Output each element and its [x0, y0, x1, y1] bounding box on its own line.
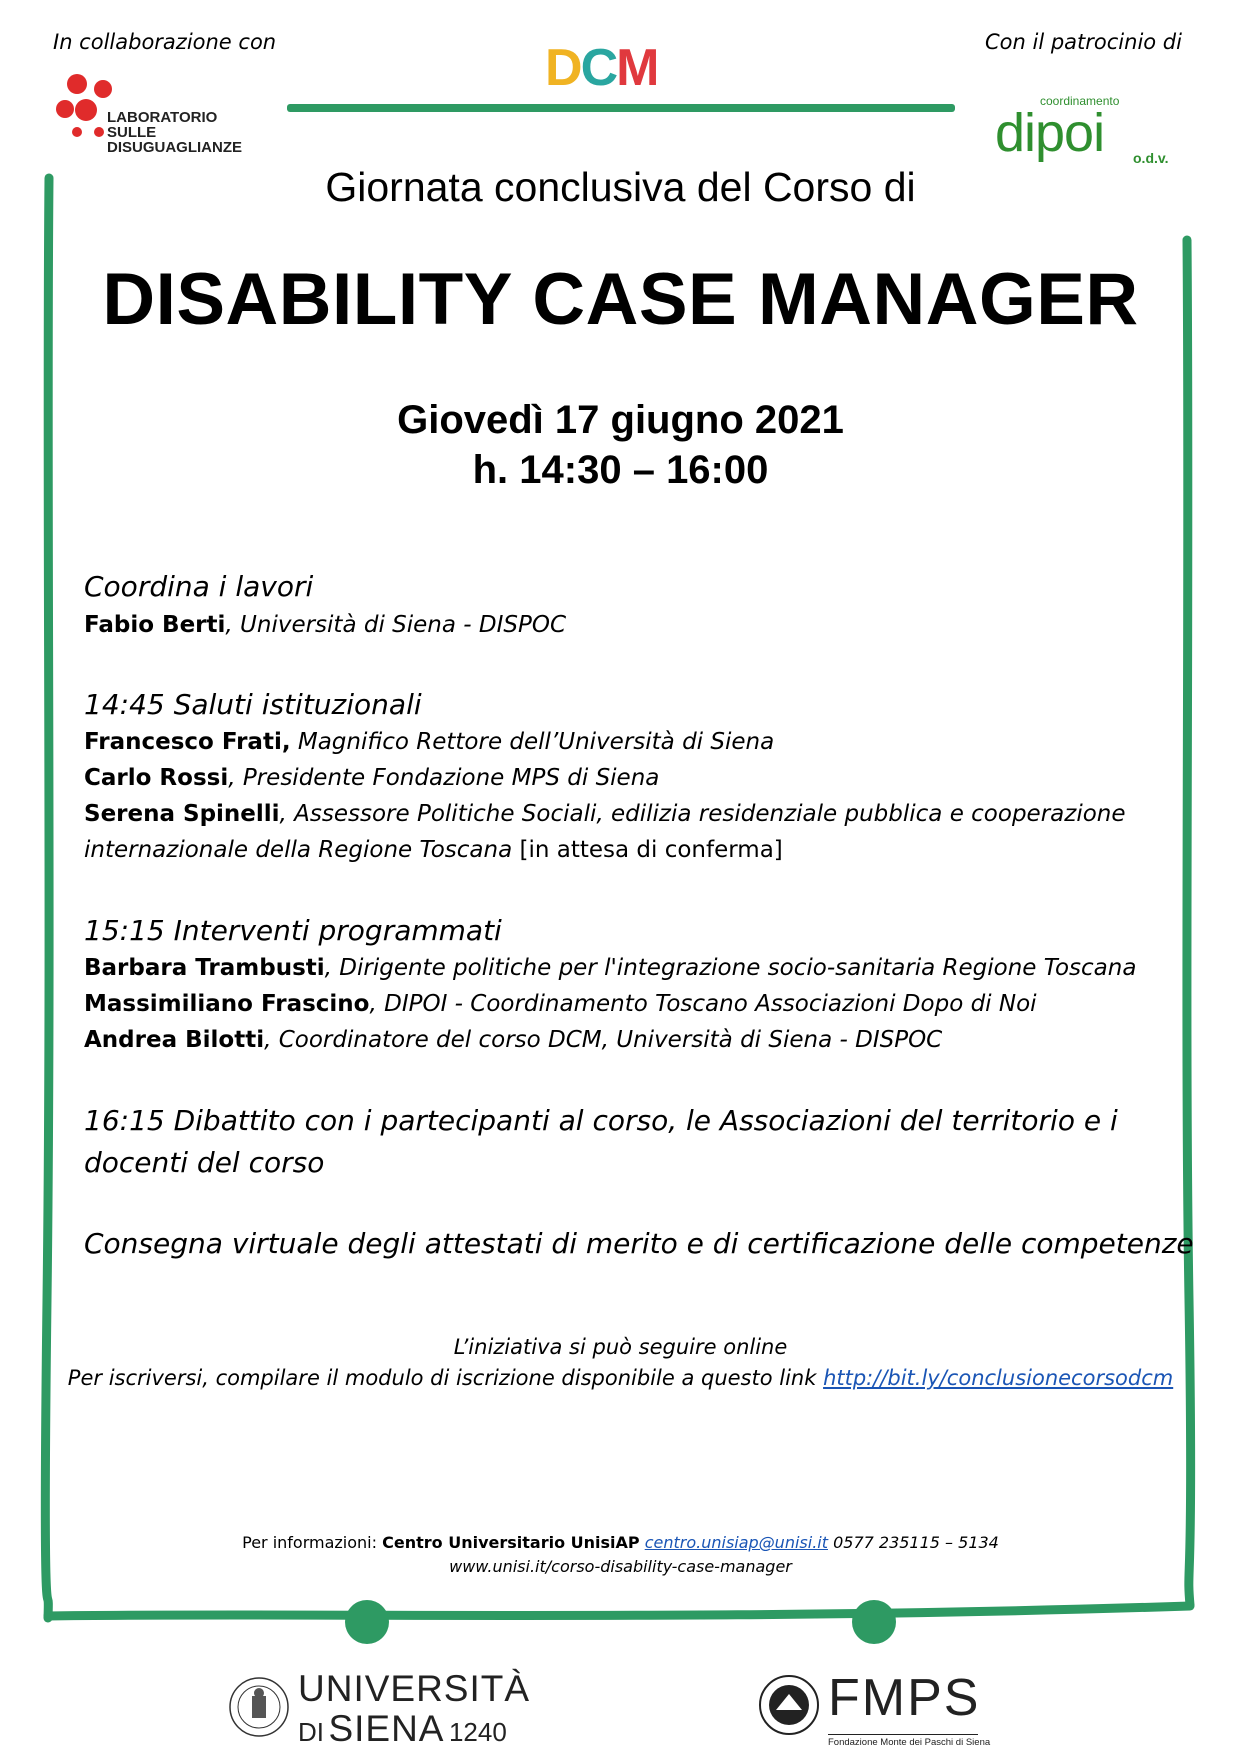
greeting-speaker-3 [84, 801, 1126, 827]
contact-email-link[interactable]: centro.unisiap@unisi.it [644, 1533, 828, 1552]
fmps-subtitle: Fondazione Monte dei Paschi di Siena [828, 1737, 991, 1748]
contact-center: Centro Universitario UnisiAP [382, 1533, 640, 1552]
website-line[interactable]: www.unisi.it/corso-disability-case-manager [449, 1557, 792, 1576]
speaker-role: , DIPOI - Coordinamento Toscano Associazioni Dopo di Noi [369, 991, 1037, 1017]
patronage-caption: Con il patrocinio di [985, 30, 1182, 54]
unisi-year: 1240 [448, 1717, 507, 1747]
speaker-name: Massimiliano Frascino [84, 991, 370, 1017]
unisi-siena: SIENA [328, 1708, 445, 1749]
lab-logo-line-3: DISUGUAGLIANZE [107, 139, 242, 156]
talk-speaker-3 [84, 1027, 942, 1053]
fmps-seal-icon [758, 1674, 820, 1736]
lab-logo-line-2: SULLE [107, 124, 157, 141]
coordinator-line [84, 612, 566, 638]
speaker-name: Carlo Rossi [84, 765, 229, 791]
speaker-role-continued: internazionale della Regione Toscana [84, 837, 513, 863]
university-seal-icon [228, 1676, 290, 1738]
speaker-role: , Dirigente politiche per l'integrazione socio-sanitaria Regione Toscana [324, 955, 1137, 981]
greeting-speaker-2 [84, 765, 659, 791]
course-title: DISABILITY CASE MANAGER [102, 259, 1139, 340]
speaker-role: , Presidente Fondazione MPS di Siena [228, 765, 660, 791]
debate-line-2: docenti del corso [84, 1146, 325, 1179]
fmps-divider [828, 1734, 978, 1735]
talk-speaker-1 [84, 955, 1136, 981]
talks-heading: 15:15 Interventi programmati [84, 914, 502, 947]
debate-line-1: 16:15 Dibattito con i partecipanti al corso, le Associazioni del territorio e i [84, 1104, 1118, 1137]
event-subtitle: Giornata conclusiva del Corso di [325, 164, 916, 210]
registration-text: Per iscriversi, compilare il modulo di iscrizione disponibile a questo link [67, 1366, 824, 1390]
dipoi-small-text: coordinamento [1040, 94, 1120, 108]
fmps-text: FMPS [828, 1669, 981, 1727]
university-of-siena-logo [228, 1668, 531, 1749]
confirmation-note: [in attesa di conferma] [512, 837, 783, 863]
online-note: L’iniziativa si può seguire online [453, 1335, 788, 1359]
talk-speaker-2 [84, 991, 1037, 1017]
collaboration-caption: In collaborazione con [53, 30, 277, 54]
coordinator-role: , Università di Siena - DISPOC [225, 612, 567, 638]
greeting-speaker-1 [84, 729, 774, 755]
dipoi-suffix: o.d.v. [1133, 150, 1169, 166]
dipoi-main-text: dipoi [995, 103, 1105, 163]
coordinator-name: Fabio Berti [84, 612, 226, 638]
contact-label: Per informazioni: [242, 1533, 383, 1552]
speaker-role: Magnifico Rettore dell’Università di Siena [290, 729, 775, 755]
event-time: h. 14:30 – 16:00 [472, 448, 769, 492]
certificates-line: Consegna virtuale degli attestati di merito e di certificazione delle competenze [84, 1227, 1194, 1260]
speaker-role: , Coordinatore del corso DCM, Università di Siena - DISPOC [264, 1027, 943, 1053]
lab-logo-line-1: LABORATORIO [107, 109, 218, 126]
fmps-logo [758, 1669, 998, 1752]
speaker-role: , Assessore Politiche Sociali, edilizia residenziale pubblica e cooperazione [279, 801, 1126, 827]
contact-phone: 0577 235115 – 5134 [828, 1533, 999, 1552]
speaker-name: Andrea Bilotti [84, 1027, 265, 1053]
unisi-di: DI [298, 1717, 324, 1747]
unisi-line-2 [298, 1708, 507, 1750]
registration-line [0, 1366, 1241, 1390]
dcm-logo: DCM [545, 39, 658, 97]
registration-link[interactable]: http://bit.ly/conclusionecorsodcm [823, 1366, 1174, 1390]
speaker-name: Francesco Frati, [84, 729, 291, 755]
greetings-heading: 14:45 Saluti istituzionali [84, 688, 422, 721]
speaker-name: Serena Spinelli [84, 801, 280, 827]
coordination-heading: Coordina i lavori [84, 570, 314, 603]
contact-line [0, 1533, 1241, 1552]
unisi-line-1: UNIVERSITÀ [298, 1668, 531, 1709]
event-date: Giovedì 17 giugno 2021 [397, 398, 844, 442]
greeting-speaker-3-continued [84, 837, 783, 863]
speaker-name: Barbara Trambusti [84, 955, 325, 981]
